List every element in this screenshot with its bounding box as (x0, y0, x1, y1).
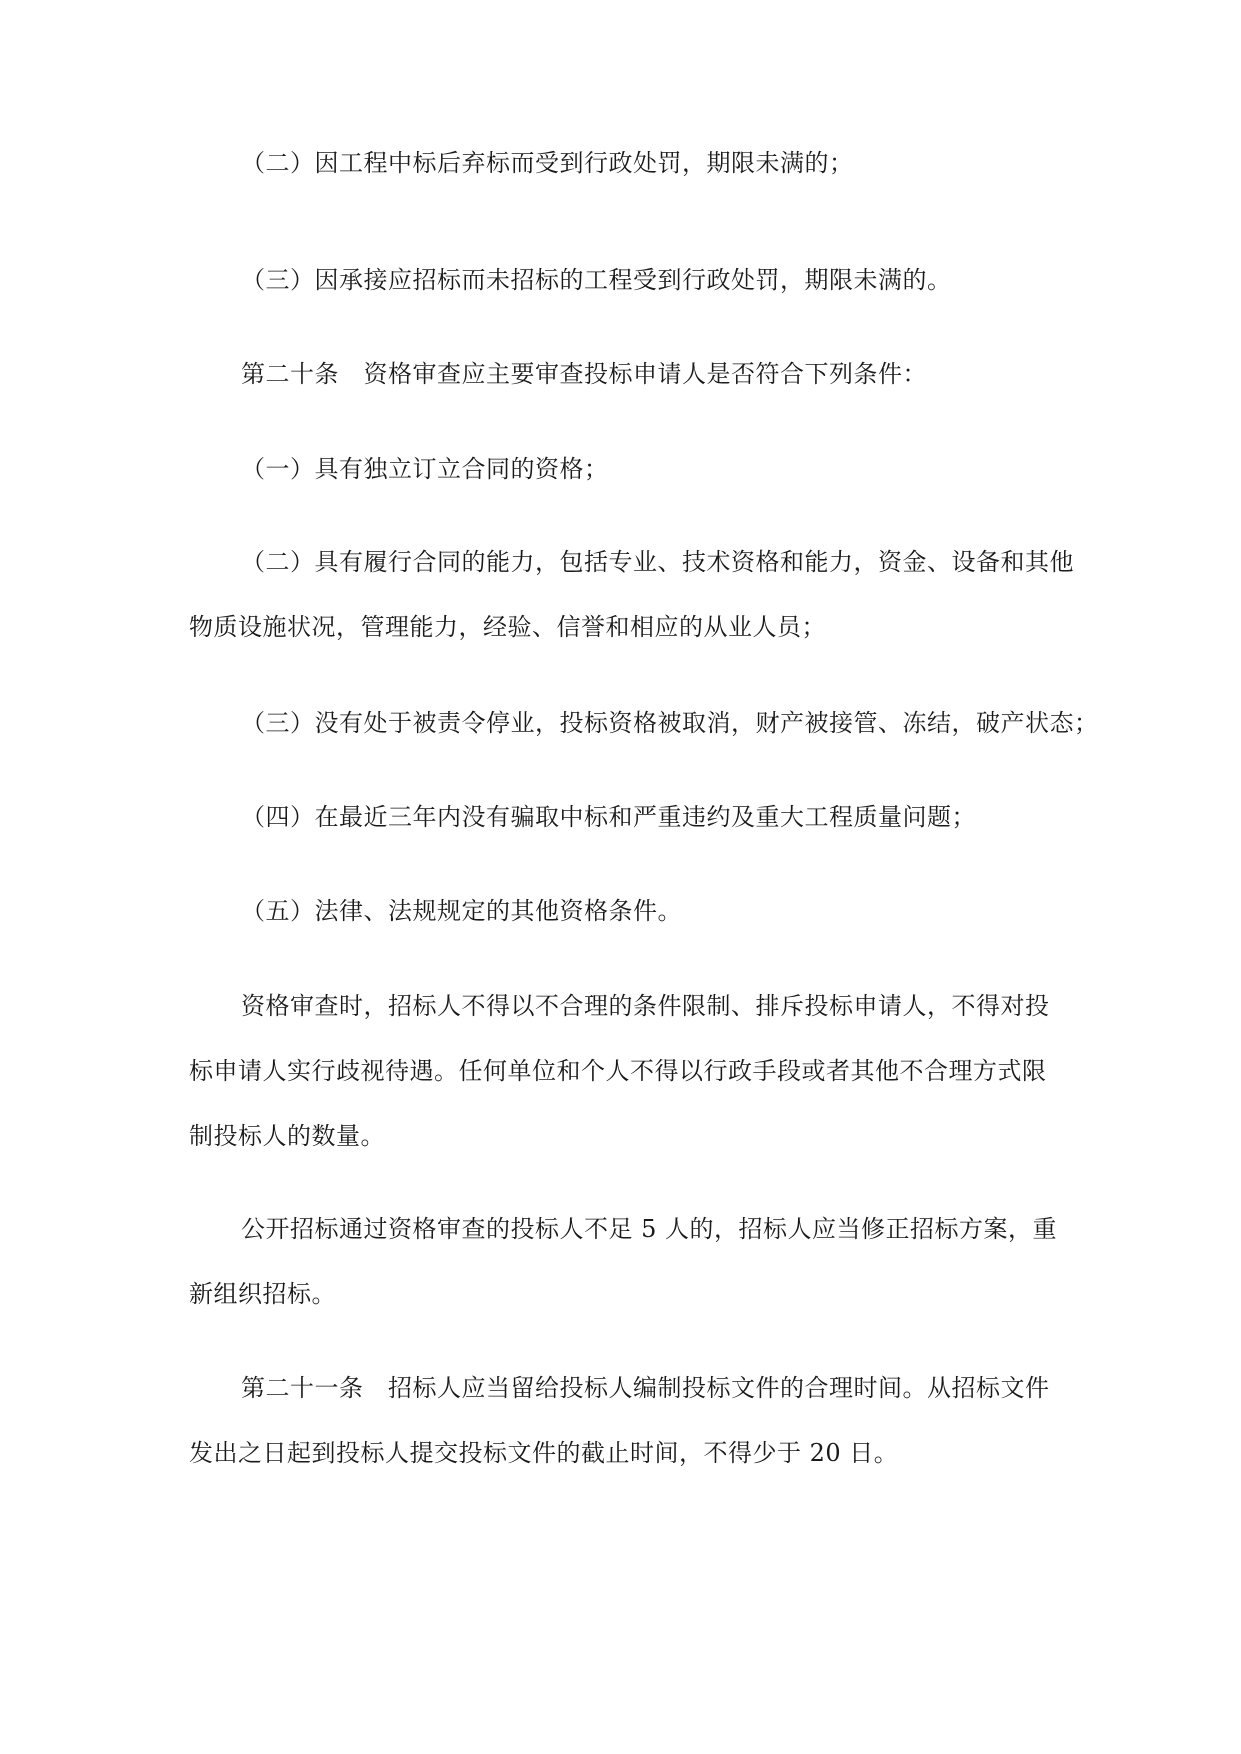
text-line: （四）在最近三年内没有骗取中标和严重违约及重大工程质量问题； (241, 803, 976, 831)
text-line: 第二十一条 招标人应当留给投标人编制投标文件的合理时间。从招标文件 (241, 1374, 1050, 1402)
text-line: 发出之日起到投标人提交投标文件的截止时间，不得少于 20 日。 (189, 1439, 899, 1467)
text-line: （五）法律、法规规定的其他资格条件。 (241, 897, 682, 925)
paragraph-item-2 (189, 131, 1059, 196)
paragraph-condition-3 (189, 691, 1099, 756)
text-line: 第二十条 资格审查应主要审查投标申请人是否符合下列条件： (241, 360, 927, 388)
text-line: 新组织招标。 (189, 1280, 336, 1308)
text-line: 标申请人实行歧视待遇。任何单位和个人不得以行政手段或者其他不合理方式限 (189, 1057, 1047, 1085)
paragraph-fewer-than-five (189, 1197, 1059, 1327)
text-line: 资格审查时，招标人不得以不合理的条件限制、排斥投标申请人，不得对投 (241, 992, 1050, 1020)
paragraph-no-discrimination (189, 974, 1059, 1169)
paragraph-article-21 (189, 1356, 1059, 1486)
text-line: （二）因工程中标后弃标而受到行政处罚，期限未满的； (241, 149, 854, 177)
paragraph-condition-1 (189, 437, 1059, 502)
text-line: （三）没有处于被责令停业，投标资格被取消，财产被接管、冻结，破产状态； (241, 709, 1099, 737)
paragraph-item-3 (189, 248, 1059, 313)
paragraph-article-20 (189, 342, 1059, 407)
paragraph-condition-5 (189, 879, 1059, 944)
paragraph-condition-4 (189, 785, 1059, 850)
text-line: 物质设施状况，管理能力，经验、信誉和相应的从业人员； (189, 613, 826, 641)
text-line: （一）具有独立订立合同的资格； (241, 455, 609, 483)
text-line: 公开招标通过资格审查的投标人不足 5 人的，招标人应当修正招标方案，重 (241, 1215, 1058, 1243)
text-line: 制投标人的数量。 (189, 1122, 385, 1150)
text-line: （三）因承接应招标而未招标的工程受到行政处罚，期限未满的。 (241, 266, 952, 294)
text-line: （二）具有履行合同的能力，包括专业、技术资格和能力，资金、设备和其他 (241, 548, 1074, 576)
paragraph-condition-2 (189, 530, 1074, 660)
